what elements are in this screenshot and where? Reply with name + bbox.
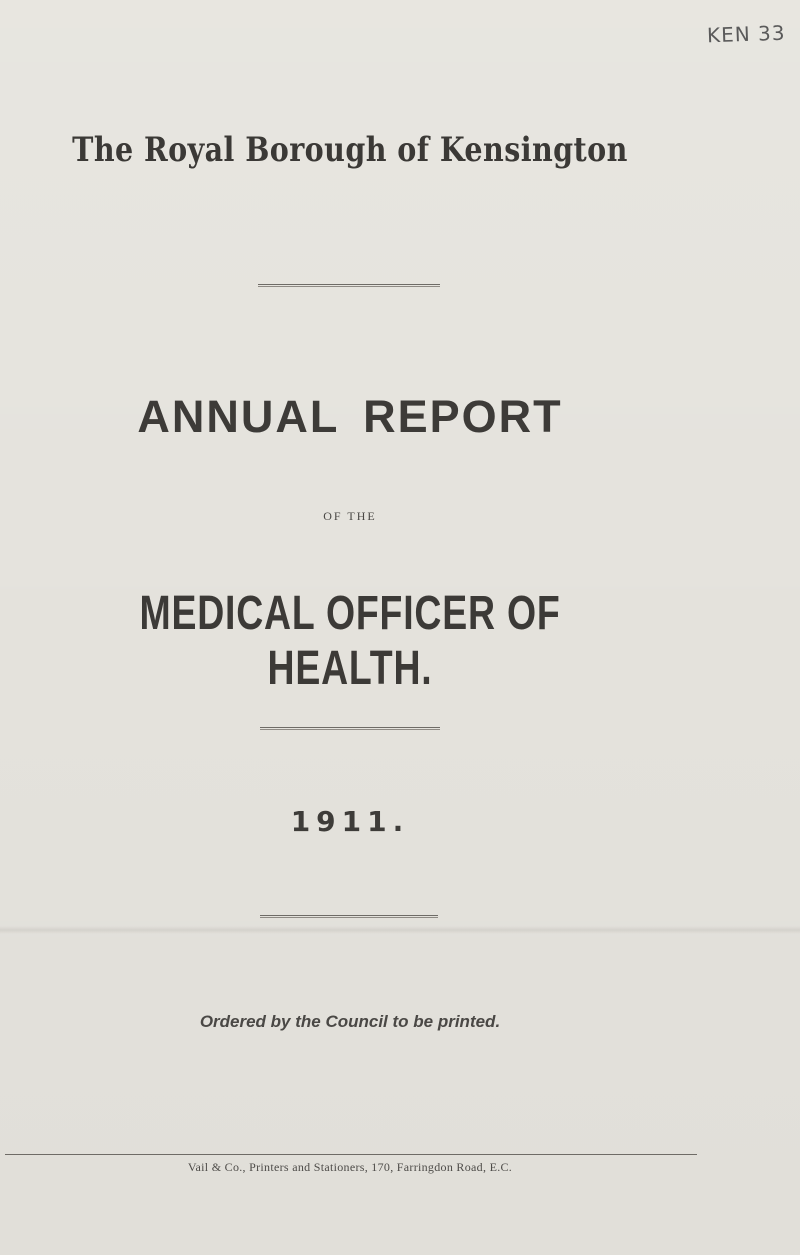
printer-imprint: Vail & Co., Printers and Stationers, 170, Farringdon Road, E.C. — [187, 1160, 513, 1174]
archive-reference-mark: KEN 33 — [707, 20, 787, 48]
divider-rule — [258, 284, 440, 287]
report-year: 1911. — [290, 805, 410, 838]
borough-title: The Royal Borough of Kensington — [72, 130, 628, 170]
connector-text: OF THE — [323, 509, 377, 523]
divider-rule — [260, 727, 440, 730]
report-heading: ANNUAL REPORT — [137, 391, 563, 442]
page-fold-crease — [0, 926, 800, 934]
imprint-rule — [5, 1154, 697, 1156]
officer-subheading: MEDICAL OFFICER OF HEALTH. — [139, 587, 561, 695]
order-note: Ordered by the Council to be printed. — [199, 1012, 501, 1031]
divider-rule — [260, 915, 438, 918]
